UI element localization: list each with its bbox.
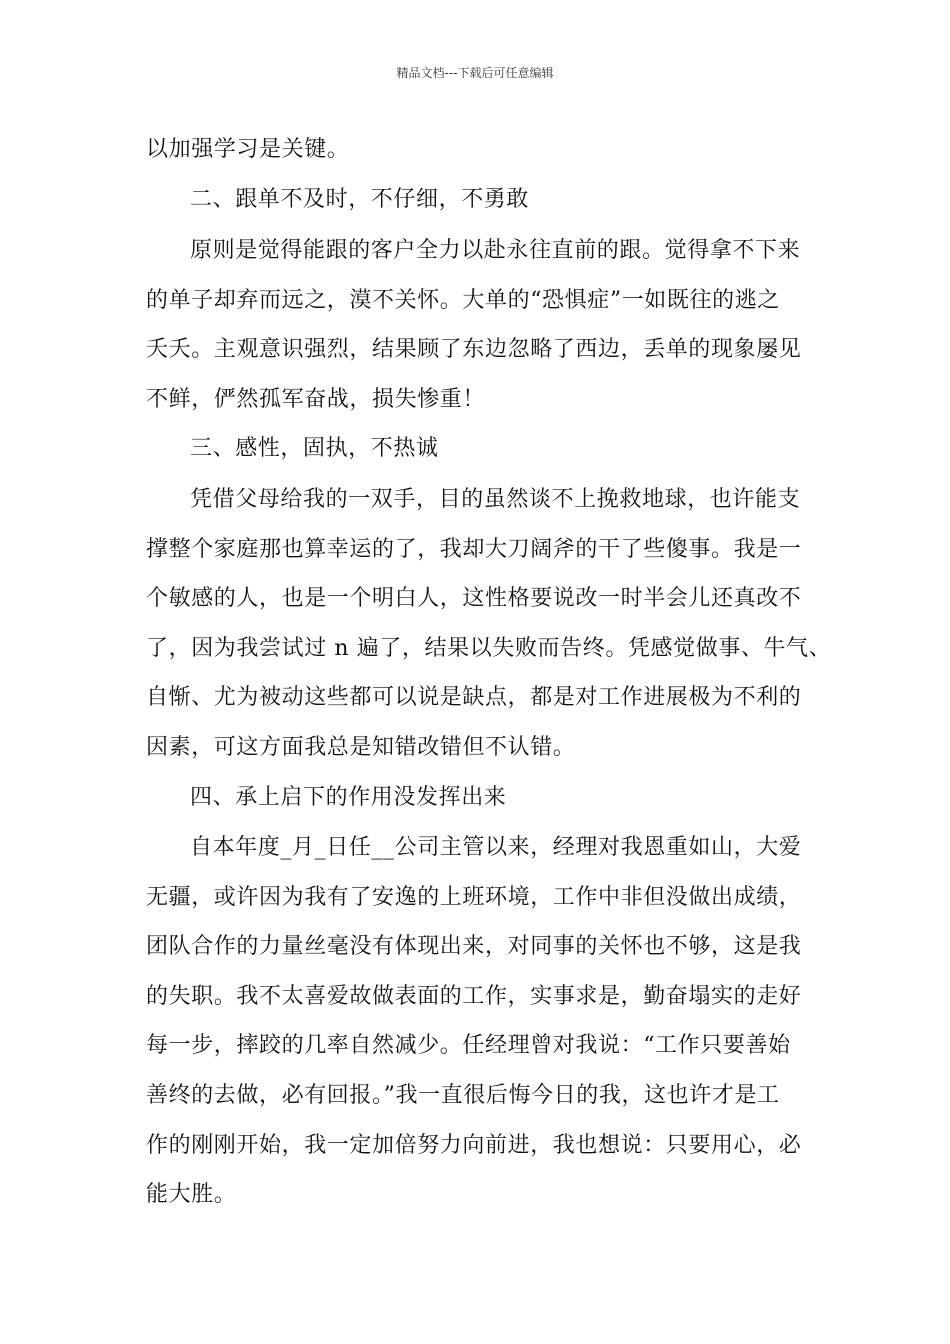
paragraph-line: 每一步，摔跤的几率自然减少。任经理曾对我说：“工作只要善始 (146, 1033, 791, 1058)
paragraph-line: 团队合作的力量丝毫没有体现出来，对同事的关怀也不够，这是我 (146, 934, 802, 959)
section-heading: 二、跟单不及时，不仔细，不勇敢 (190, 187, 530, 212)
paragraph-line: 了，因为我尝试过 n 遍了，结果以失败而告终。凭感觉做事、牛气、 (146, 636, 832, 661)
paragraph-line: 夭夭。主观意识强烈，结果顾了东边忽略了西边，丢单的现象屡见 (146, 337, 802, 362)
paragraph-line: 作的刚刚开始，我一定加倍努力向前进，我也想说：只要用心，必 (146, 1133, 802, 1158)
paragraph-line: 不鲜，俨然孤军奋战，损失惨重！ (146, 387, 486, 412)
paragraph-line: 因素，可这方面我总是知错改错但不认错。 (146, 735, 576, 760)
paragraph-line: 以加强学习是关键。 (146, 137, 350, 162)
paragraph-line: 善终的去做，必有回报。”我一直很后悔今日的我，这也许才是工 (146, 1083, 780, 1108)
paragraph-line: 原则是觉得能跟的客户全力以赴永往直前的跟。觉得拿不下来 (190, 238, 801, 263)
paragraph-line: 能大胜。 (146, 1182, 237, 1207)
paragraph-line: 个敏感的人，也是一个明白人，这性格要说改一时半会儿还真改不 (146, 586, 802, 611)
section-heading: 三、感性，固执，不热诚 (190, 436, 439, 461)
section-heading: 四、承上启下的作用没发挥出来 (190, 785, 507, 810)
paragraph-line: 撑整个家庭那也算幸运的了，我却大刀阔斧的干了些傻事。我是一 (146, 537, 802, 562)
paragraph-line: 自本年度_月_日任__公司主管以来，经理对我恩重如山，大爱 (190, 835, 802, 860)
paragraph-line: 自惭、尤为被动这些都可以说是缺点，都是对工作进展极为不利的 (146, 685, 802, 710)
paragraph-line: 的单子却弃而远之，漠不关怀。大单的“恐惧症”一如既往的逃之 (146, 288, 780, 313)
page-header: 精品文档---下载后可任意编辑 (396, 66, 554, 80)
paragraph-line: 无疆，或许因为我有了安逸的上班环境，工作中非但没做出成绩， (146, 885, 802, 910)
paragraph-line: 凭借父母给我的一双手，目的虽然谈不上挽救地球，也许能支 (190, 487, 801, 512)
paragraph-line: 的失职。我不太喜爱故做表面的工作，实事求是，勤奋塌实的走好 (146, 984, 802, 1009)
